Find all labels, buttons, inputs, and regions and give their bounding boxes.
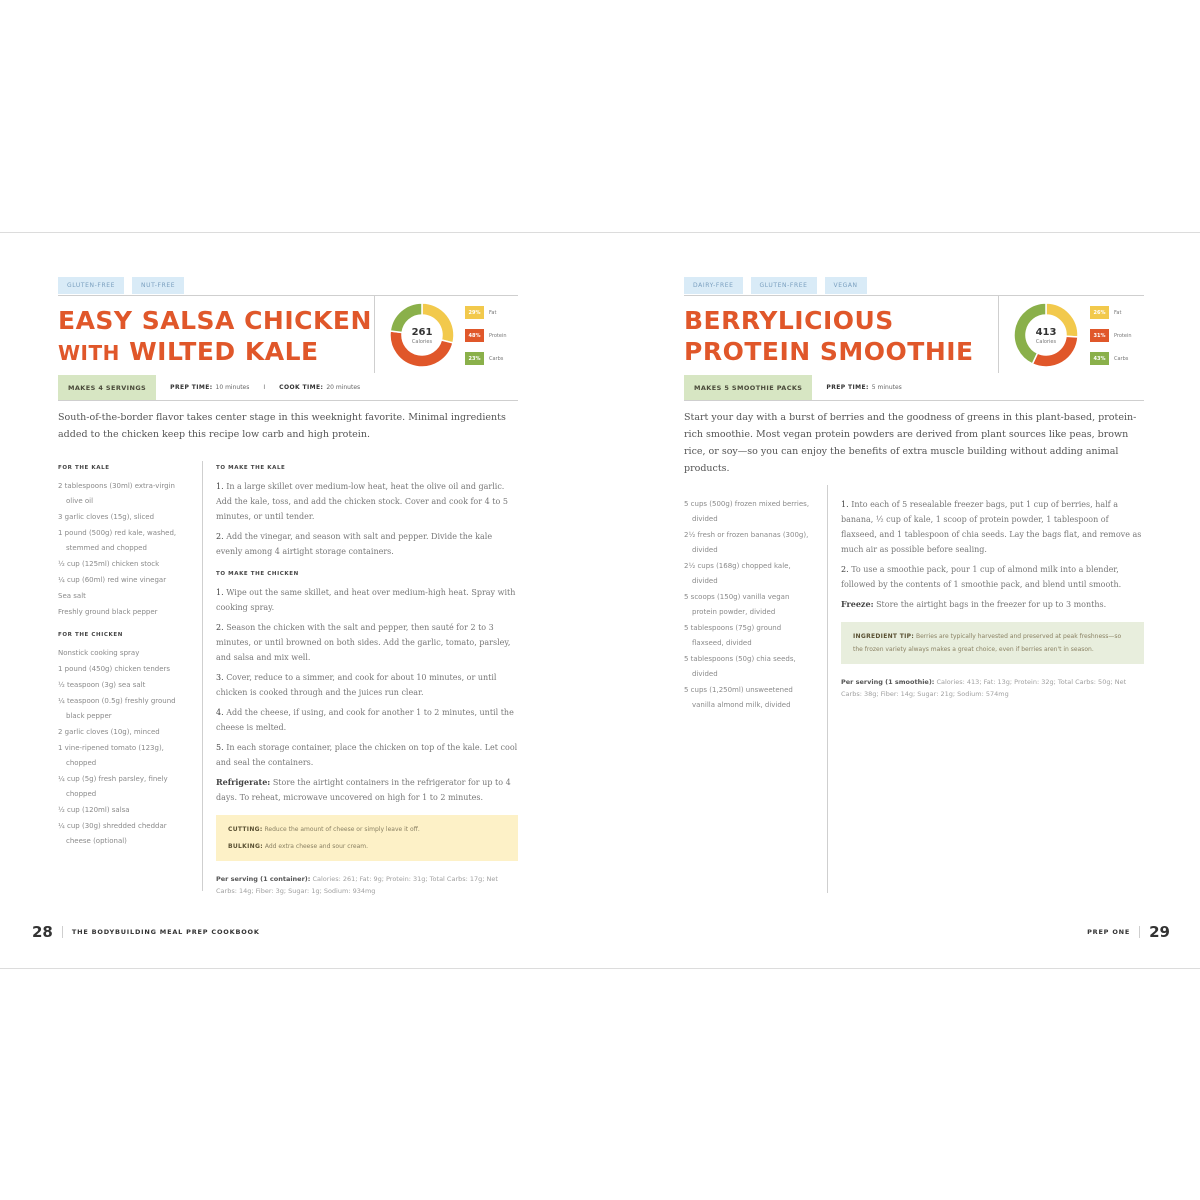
macro-legend (465, 301, 507, 370)
direction-step: 4. Add the cheese, if using, and cook for another 1 to 2 minutes, until the cheese is melted. (216, 708, 514, 732)
ingredient-item: ¼ cup (30g) shredded cheddar cheese (optional) (58, 822, 167, 845)
direction-step: 1. Wipe out the same skillet, and heat over medium-high heat. Spray with cooking spray. (216, 588, 516, 612)
ingredient-item: 2½ cups (168g) chopped kale, divided (684, 562, 791, 585)
ingredient-item: 2 tablespoons (30ml) extra-virgin olive oil (58, 482, 175, 505)
macro-donut-chart (388, 301, 456, 369)
header-rule (58, 295, 518, 296)
ingredient-item: Sea salt (58, 592, 86, 600)
ingredient-item: ½ cup (125ml) chicken stock (58, 560, 160, 568)
smoothie-ingredients (684, 497, 814, 713)
title-prefix: WITH (58, 341, 120, 365)
nutrition-info: Per serving (1 container): Calories: 261; Fat: 9g; Protein: 31g; Total Carbs: 17g; Net Carbs: 14g; Fiber: 3g; Sugar: 1g; Sodium: 934mg (216, 875, 498, 895)
chicken-steps (216, 585, 518, 770)
page-number: 28 (32, 923, 53, 941)
left-footer (32, 923, 260, 941)
directions-column (216, 465, 518, 897)
meta-separator: I (263, 384, 266, 391)
tag-dairy-free: DAIRY-FREE (684, 277, 743, 294)
prep-time: PREP TIME: 10 minutes (170, 384, 250, 391)
tag-gluten-free: GLUTEN-FREE (58, 277, 124, 294)
ingredient-item: 2½ fresh or frozen bananas (300g), divided (684, 531, 809, 554)
diet-tags (684, 277, 867, 294)
ingredient-tip: INGREDIENT TIP: Berries are typically harvested and preserved at peak freshness—so the frozen variety always makes a great choice, even if berries aren't in season. (841, 622, 1144, 664)
meta-bar (58, 375, 518, 401)
right-footer (1087, 923, 1170, 941)
kale-steps-label: TO MAKE THE KALE (216, 465, 286, 471)
title-line-1: EASY SALSA CHICKEN (58, 306, 372, 335)
calories-value: 413 (1035, 327, 1057, 338)
kale-steps (216, 479, 518, 559)
cook-time: COOK TIME: 20 minutes (279, 384, 361, 391)
macro-donut-chart (1012, 301, 1080, 369)
right-page (600, 233, 1200, 968)
title-line-2: WILTED KALE (129, 337, 319, 366)
recipe-intro: South-of-the-border flavor takes center stage in this weeknight favorite. Minimal ingredients added to the chicken keep this recipe low carb and high protein. (58, 412, 506, 440)
direction-step: 5. In each storage container, place the chicken on top of the kale. Let cool and seal the containers. (216, 743, 518, 767)
ingredient-item: Nonstick cooking spray (58, 649, 140, 657)
direction-step: 3. Cover, reduce to a simmer, and cook for about 10 minutes, or until chicken is cooked through and the juices run clear. (216, 673, 497, 697)
title-line-1: BERRYLICIOUS (684, 306, 894, 335)
legend-fat: 29% Fat (465, 301, 507, 324)
book-spread (0, 232, 1200, 969)
direction-step: 1. Into each of 5 resealable freezer bags, put 1 cup of berries, half a banana, ½ cup of kale, 1 scoop of protein powder, 1 tablespoon of flaxseed, and 1 tablespoon of chia seeds. Lay the bags flat, and remove as much air as possible before sealing. (841, 500, 1142, 554)
left-page (0, 233, 600, 968)
ingredient-item: 5 scoops (150g) vanilla vegan protein powder, divided (684, 593, 790, 616)
servings-badge: MAKES 5 SMOOTHIE PACKS (684, 375, 812, 400)
header-divider (374, 295, 375, 373)
direction-step: 1. In a large skillet over medium-low heat, heat the olive oil and garlic. Add the kale, toss, and add the chicken stock. Cover and cook for 4 to 5 minutes, or until tender. (216, 482, 508, 521)
calories-label: Calories (1035, 339, 1057, 345)
tag-nut-free: NUT-FREE (132, 277, 184, 294)
chicken-steps-label: TO MAKE THE CHICKEN (216, 571, 299, 577)
ingredient-item: 2 garlic cloves (10g), minced (58, 728, 160, 736)
page-number: 29 (1149, 923, 1170, 941)
ingredients-column (58, 465, 190, 850)
kale-ingredients-label: FOR THE KALE (58, 465, 110, 471)
recipe-title (684, 305, 974, 367)
ingredient-item: ½ cup (120ml) salsa (58, 806, 130, 814)
legend-carbs: 23% Carbs (465, 347, 507, 370)
ingredient-item: 1 vine-ripened tomato (123g), chopped (58, 744, 164, 767)
freeze-note: Freeze: Store the airtight bags in the freezer for up to 3 months. (841, 599, 1107, 609)
ingredient-item: ¼ cup (60ml) red wine vinegar (58, 576, 167, 584)
ingredients-column (684, 497, 814, 714)
column-divider (827, 485, 828, 893)
macro-legend (1090, 301, 1132, 370)
nutrition-info: Per serving (1 smoothie): Calories: 413; Fat: 13g; Protein: 32g; Total Carbs: 50g; Net Carbs: 38g; Fiber: 14g; Sugar: 21g; Sodium: 574mg (841, 678, 1127, 698)
refrigerate-note: Refrigerate: Store the airtight containers in the refrigerator for up to 4 days. To reheat, microwave uncovered on high for 1 to 2 minutes. (216, 777, 511, 802)
section-title: PREP ONE (1087, 928, 1131, 936)
ingredient-item: 5 tablespoons (75g) ground flaxseed, divided (684, 624, 782, 647)
ingredient-item: 3 garlic cloves (15g), sliced (58, 513, 155, 521)
tag-gluten-free: GLUTEN-FREE (751, 277, 817, 294)
header-divider (998, 295, 999, 373)
direction-step: 2. Season the chicken with the salt and pepper, then sauté for 2 to 3 minutes, or until browned on both sides. Add the garlic, tomato, parsley, and salsa and mix well. (216, 623, 511, 662)
ingredient-item: 5 cups (500g) frozen mixed berries, divided (684, 500, 810, 523)
tag-vegan: VEGAN (825, 277, 867, 294)
calories-label: Calories (411, 339, 433, 345)
ingredient-item: ½ teaspoon (3g) sea salt (58, 681, 146, 689)
ingredient-item: ¼ cup (5g) fresh parsley, finely chopped (58, 775, 168, 798)
directions-column (841, 497, 1144, 700)
legend-carbs: 43% Carbs (1090, 347, 1132, 370)
servings-badge: MAKES 4 SERVINGS (58, 375, 156, 400)
ingredient-item: ¼ teaspoon (0.5g) freshly ground black pepper (58, 697, 176, 720)
ingredient-item: 1 pound (450g) chicken tenders (58, 665, 171, 673)
diet-tags (58, 277, 184, 294)
legend-protein: 31% Protein (1090, 324, 1132, 347)
smoothie-steps (841, 497, 1144, 592)
recipe-intro: Start your day with a burst of berries and the goodness of greens in this plant-based, protein-rich smoothie. Most vegan protein powders are derived from plant sources like peas, brown rice, or soy—so you can enjoy the benefits of extra muscle building without adding animal products. (684, 412, 1137, 474)
direction-step: 2. Add the vinegar, and season with salt and pepper. Divide the kale evenly among 4 airtight storage containers. (216, 532, 493, 556)
legend-fat: 26% Fat (1090, 301, 1132, 324)
cutting-bulking-tip: CUTTING: Reduce the amount of cheese or simply leave it off. BULKING: Add extra cheese and sour cream. (216, 815, 518, 861)
calories-value: 261 (411, 327, 433, 338)
ingredient-item: 5 tablespoons (50g) chia seeds, divided (684, 655, 796, 678)
direction-step: 2. To use a smoothie pack, pour 1 cup of almond milk into a blender, followed by the contents of 1 smoothie pack, and blend until smooth. (841, 565, 1122, 589)
chicken-ingredients (58, 646, 190, 849)
header-rule (684, 295, 1144, 296)
ingredient-item: 1 pound (500g) red kale, washed, stemmed and chopped (58, 529, 177, 552)
title-line-2: PROTEIN SMOOTHIE (684, 337, 974, 366)
prep-time: PREP TIME: 5 minutes (826, 384, 902, 391)
chicken-ingredients-label: FOR THE CHICKEN (58, 632, 123, 638)
recipe-title (58, 305, 372, 369)
kale-ingredients (58, 479, 190, 620)
book-title: THE BODYBUILDING MEAL PREP COOKBOOK (71, 928, 260, 936)
column-divider (202, 461, 203, 891)
ingredient-item: Freshly ground black pepper (58, 608, 158, 616)
ingredient-item: 5 cups (1,250ml) unsweetened vanilla almond milk, divided (684, 686, 793, 709)
meta-bar (684, 375, 1144, 401)
legend-protein: 48% Protein (465, 324, 507, 347)
